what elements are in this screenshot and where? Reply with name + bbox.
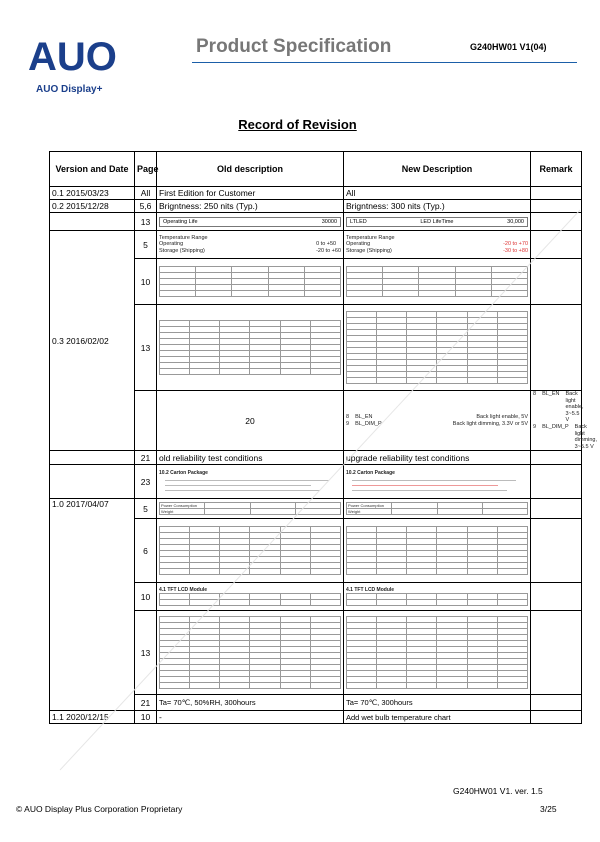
- table-row: [50, 187, 582, 200]
- page-number: All: [135, 187, 157, 200]
- old-snippet: Operating Life 30000: [159, 217, 341, 227]
- old-thumbnail-table: Power Consumption Weight: [159, 502, 341, 515]
- version-date: 1.0 2017/04/07: [50, 499, 135, 711]
- remark: [531, 711, 582, 724]
- old-description: [157, 499, 344, 519]
- remark: [531, 200, 582, 213]
- table-header-row: [50, 152, 582, 187]
- remark: [531, 499, 582, 519]
- new-description: [344, 465, 531, 499]
- page-title: Product Specification: [196, 36, 392, 57]
- remark: [531, 611, 582, 695]
- company-logo: [28, 36, 148, 96]
- page-number: 21: [135, 451, 157, 465]
- table-row: [50, 213, 582, 231]
- old-description: [157, 465, 344, 499]
- version-date: [50, 451, 135, 465]
- remark: [531, 187, 582, 200]
- page-number: 20: [157, 391, 344, 451]
- page-number: 21: [135, 695, 157, 711]
- col-version: Version and Date: [50, 152, 135, 187]
- new-thumbnail-table: [346, 266, 528, 297]
- logo-subtitle: AUO Display+: [36, 84, 103, 95]
- old-description: old reliability test conditions: [157, 451, 344, 465]
- footer-page-number: 3/25: [540, 804, 557, 814]
- old-description: [157, 259, 344, 305]
- new-description: Ta= 70℃, 300hours: [344, 695, 531, 711]
- new-description: [531, 391, 597, 451]
- new-description: upgrade reliability test conditions: [344, 451, 531, 465]
- version-date: [50, 465, 135, 499]
- new-description: All: [344, 187, 531, 200]
- page-number: 6: [135, 519, 157, 583]
- document-id: G240HW01 V1(04): [470, 42, 547, 52]
- col-old: Old description: [157, 152, 344, 187]
- old-snippet: Temperature Range Operating Storage (Shipping) 0 to +50 -20 to +60: [159, 234, 341, 254]
- remark: [531, 305, 582, 391]
- new-description: [344, 583, 531, 611]
- new-description: [344, 519, 531, 583]
- table-row: [50, 231, 582, 259]
- page-number: 13: [135, 213, 157, 231]
- old-description: [157, 583, 344, 611]
- old-description: Ta= 70℃, 50%RH, 300hours: [157, 695, 344, 711]
- new-snippet: 10.2 Carton Package: [346, 470, 528, 491]
- footer-version: G240HW01 V1. ver. 1.5: [453, 786, 543, 796]
- version-date: 0.1 2015/03/23: [50, 187, 135, 200]
- record-title: Record of Revision: [238, 117, 357, 132]
- new-snippet: 8 BL_EN Back light enable, 3~5.5 V 9 BL_DIM_P Back light dimming, 3~5.5 V: [533, 391, 597, 450]
- table-row: [50, 499, 582, 519]
- new-description: [344, 611, 531, 695]
- table-row: [50, 465, 582, 499]
- remark: [531, 583, 582, 611]
- new-thumbnail-table: [346, 311, 528, 384]
- new-description: Brigntness: 300 nits (Typ.): [344, 200, 531, 213]
- old-description: [344, 391, 531, 451]
- new-snippet: 4.1 TFT LCD Module: [346, 587, 528, 606]
- old-thumbnail-table: [159, 526, 341, 575]
- old-snippet: 8 BL_EN Back light enable, 5V 9 BL_DIM_P Back light dimming, 3.3V or 5V: [346, 414, 528, 427]
- old-snippet: 10.2 Carton Package: [159, 470, 341, 491]
- version-date: [135, 391, 157, 451]
- new-description: [344, 499, 531, 519]
- page-number: 5: [135, 499, 157, 519]
- old-thumbnail-table: [159, 266, 341, 297]
- new-description: [344, 259, 531, 305]
- new-description: [344, 231, 531, 259]
- page-number: 10: [135, 583, 157, 611]
- header-rule: [192, 62, 577, 63]
- old-snippet: 4.1 TFT LCD Module: [159, 587, 341, 606]
- version-date: 0.3 2016/02/02: [50, 231, 135, 451]
- remark: [531, 519, 582, 583]
- remark: [531, 695, 582, 711]
- page-number: 13: [135, 611, 157, 695]
- page-number: 5,6: [135, 200, 157, 213]
- new-snippet: LTLED LED LifeTime 30,000: [346, 217, 528, 227]
- new-snippet: Temperature Range Operating Storage (Shipping) -20 to +70 -30 to +80: [346, 234, 528, 254]
- page-number: 5: [135, 231, 157, 259]
- old-description: [157, 231, 344, 259]
- page-number: 10: [135, 711, 157, 724]
- old-thumbnail-table: [159, 320, 341, 375]
- new-thumbnail-table: Power Consumption Weight: [346, 502, 528, 515]
- new-description: [344, 213, 531, 231]
- page-number: 23: [135, 465, 157, 499]
- table-row: [50, 200, 582, 213]
- page-number: 13: [135, 305, 157, 391]
- version-date: [50, 213, 135, 231]
- remark: [531, 451, 582, 465]
- page-number: 10: [135, 259, 157, 305]
- old-description: First Edition for Customer: [157, 187, 344, 200]
- table-row: [50, 451, 582, 465]
- version-date: 1.1 2020/12/15: [50, 711, 135, 724]
- old-description: [157, 611, 344, 695]
- remark: [531, 465, 582, 499]
- remark: [531, 213, 582, 231]
- new-description: [344, 305, 531, 391]
- footer-copyright: © AUO Display Plus Corporation Proprietary: [16, 804, 183, 814]
- col-page: Page: [135, 152, 157, 187]
- old-description: [157, 305, 344, 391]
- old-description: -: [157, 711, 344, 724]
- new-description: Add wet bulb temperature chart: [344, 711, 531, 724]
- remark: [531, 259, 582, 305]
- remark: [531, 231, 582, 259]
- new-thumbnail-table: [346, 526, 528, 575]
- svg-text:AUO: AUO: [28, 35, 117, 79]
- auo-logo-icon: [28, 35, 117, 79]
- col-new: New Description: [344, 152, 531, 187]
- version-date: 0.2 2015/12/28: [50, 200, 135, 213]
- new-thumbnail-table: [346, 616, 528, 689]
- old-thumbnail-table: [159, 616, 341, 689]
- table-row: [50, 711, 582, 724]
- col-remark: Remark: [531, 152, 582, 187]
- old-description: [157, 519, 344, 583]
- old-description: [157, 213, 344, 231]
- revision-table: [49, 151, 597, 724]
- old-description: Brigntness: 250 nits (Typ.): [157, 200, 344, 213]
